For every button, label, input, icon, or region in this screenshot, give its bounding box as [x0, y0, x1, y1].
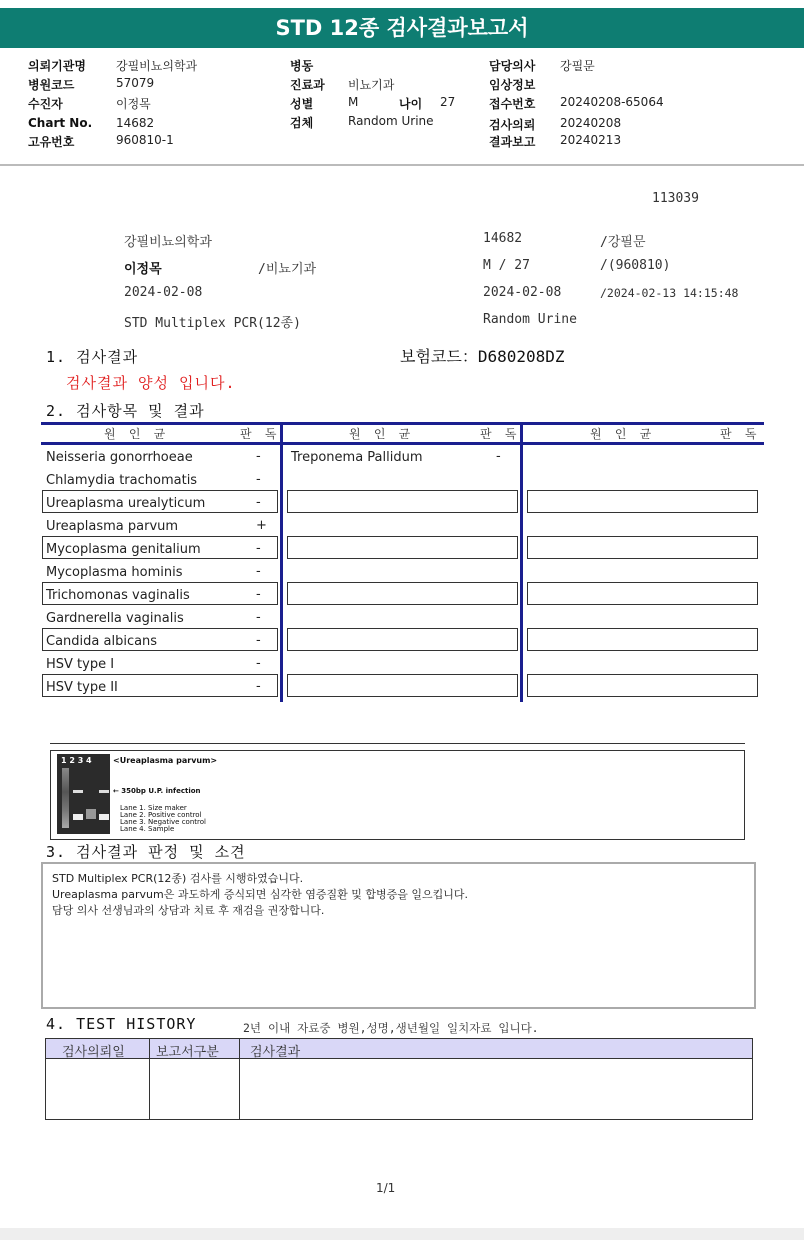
- result-row-box: [527, 582, 758, 605]
- gel-band: [86, 809, 96, 819]
- pathogen-result: +: [256, 518, 267, 533]
- header-label: 진료과: [290, 78, 325, 92]
- section1-title: 1. 검사결과: [46, 348, 139, 366]
- pathogen-name: Chlamydia trachomatis: [46, 473, 198, 488]
- column-header-result: 판 독: [480, 427, 520, 441]
- gel-band: [99, 814, 109, 820]
- header-value: 960810-1: [116, 133, 174, 147]
- report-title: STD 12종 검사결과보고서: [0, 8, 804, 48]
- age-label: 나이: [399, 97, 423, 111]
- pathogen-result: -: [256, 679, 261, 694]
- gel-band-label: ← 350bp U.P. infection: [113, 787, 201, 795]
- gel-legend-item: Lane 1. Size maker: [120, 804, 187, 812]
- pathogen-name: Trichomonas vaginalis: [46, 588, 190, 603]
- gel-band: [73, 814, 83, 820]
- column-header-pathogen: 원 인 균: [104, 427, 169, 441]
- header-label: 수진자: [28, 97, 63, 111]
- result-row-box: [287, 628, 518, 651]
- result-row-box: [287, 536, 518, 559]
- pathogen-name: Neisseria gonorrhoeae: [46, 450, 193, 465]
- column-divider: [280, 422, 283, 702]
- history-note: 2년 이내 자료중 병원,성명,생년월일 일치자료 입니다.: [243, 1021, 539, 1035]
- history-body: [45, 1058, 753, 1120]
- gel-electrophoresis-image: [57, 754, 110, 834]
- header-value: 57079: [116, 76, 155, 90]
- divider: [50, 743, 745, 744]
- info-doctor: /강필문: [600, 235, 646, 250]
- result-row-box: [287, 490, 518, 513]
- gel-title: <Ureaplasma parvum>: [113, 756, 218, 765]
- header-value: 이정목: [116, 97, 151, 111]
- info-patient: 이정목: [124, 262, 162, 277]
- column-header-pathogen: 원 인 균: [590, 427, 655, 441]
- header-label: 접수번호: [489, 97, 536, 111]
- gel-legend-item: Lane 4. Sample: [120, 825, 175, 833]
- insurance-code: 보험코드：D680208DZ: [400, 347, 565, 366]
- header-value: 비뇨기과: [348, 78, 395, 92]
- column-header-result: 판 독: [720, 427, 760, 441]
- pathogen-result: -: [256, 495, 261, 510]
- history-header: 검사결과: [250, 1045, 301, 1060]
- gel-legend-item: Lane 3. Negative control: [120, 818, 206, 826]
- pathogen-result: -: [256, 564, 261, 579]
- info-dept: /비뇨기과: [258, 262, 317, 277]
- table-header-border: [41, 442, 764, 445]
- info-hospital: 강필비뇨의학과: [124, 235, 212, 250]
- result-row-box: [527, 536, 758, 559]
- result-row-box: [287, 674, 518, 697]
- header-value: 14682: [116, 116, 155, 130]
- pathogen-result: -: [256, 656, 261, 671]
- info-birth: /(960810): [600, 258, 671, 273]
- header-label: 성별: [290, 97, 314, 111]
- opinion-line: STD Multiplex PCR(12종) 검사를 시행하였습니다.: [52, 872, 304, 885]
- header-label: 임상정보: [489, 78, 536, 92]
- gel-band: [99, 790, 109, 793]
- opinion-box: [41, 862, 756, 1009]
- history-header-row: [45, 1038, 753, 1059]
- header-label: 담당의사: [489, 59, 536, 73]
- header-label: 의뢰기관명: [28, 59, 86, 73]
- section3-title: 3. 검사결과 판정 및 소견: [46, 843, 246, 861]
- history-header: 검사의뢰일: [62, 1045, 125, 1060]
- pathogen-name: Gardnerella vaginalis: [46, 611, 184, 626]
- info-date: 2024-02-08: [124, 285, 203, 300]
- header-label: 고유번호: [28, 135, 75, 149]
- result-row-box: [527, 490, 758, 513]
- header-value: 강필문: [560, 59, 595, 73]
- header-value: 강필비뇨의학과: [116, 59, 198, 73]
- pathogen-name: Treponema Pallidum: [291, 450, 423, 465]
- header-label: 검사의뢰: [489, 118, 536, 132]
- header-label: Chart No.: [28, 116, 93, 130]
- divider: [0, 164, 804, 166]
- age-value: 27: [440, 95, 456, 109]
- column-header-pathogen: 원 인 균: [349, 427, 414, 441]
- pathogen-result: -: [256, 610, 261, 625]
- pathogen-result: -: [256, 587, 261, 602]
- pathogen-name: HSV type II: [46, 680, 118, 695]
- pathogen-result: -: [256, 633, 261, 648]
- gel-lane-ladder: [62, 768, 69, 828]
- pathogen-result: -: [256, 472, 261, 487]
- gel-legend-item: Lane 2. Positive control: [120, 811, 202, 819]
- pathogen-name: Ureaplasma parvum: [46, 519, 179, 534]
- header-label: 검체: [290, 116, 314, 130]
- info-chart: 14682: [483, 231, 523, 246]
- header-value: M: [348, 95, 359, 109]
- header-label: 병동: [290, 59, 314, 73]
- pathogen-result: -: [496, 449, 501, 464]
- column-divider: [520, 422, 523, 702]
- header-label: 병원코드: [28, 78, 75, 92]
- info-specimen: Random Urine: [483, 312, 577, 327]
- gel-band: [73, 790, 83, 793]
- page-number: 1/1: [376, 1181, 396, 1195]
- opinion-text: [52, 871, 468, 919]
- pathogen-name: Mycoplasma genitalium: [46, 542, 201, 557]
- report-number: 113039: [652, 191, 699, 206]
- header-value: 20240213: [560, 133, 622, 147]
- info-sex-age: M / 27: [483, 258, 530, 273]
- pathogen-name: Ureaplasma urealyticum: [46, 496, 206, 511]
- header-label: 결과보고: [489, 135, 536, 149]
- column-header-result: 판 독: [240, 427, 280, 441]
- column-divider: [239, 1038, 240, 1120]
- section2-title: 2. 검사항목 및 결과: [46, 402, 205, 420]
- column-divider: [149, 1038, 150, 1120]
- info-date: 2024-02-08: [483, 285, 562, 300]
- info-test: STD Multiplex PCR(12종): [124, 316, 301, 331]
- pathogen-result: -: [256, 541, 261, 556]
- page-bottom-bar: [0, 1228, 804, 1240]
- opinion-line: 담당 의사 선생님과의 상담과 치료 후 재검을 권장합니다.: [52, 904, 325, 917]
- header-value: 20240208: [560, 116, 622, 130]
- history-header: 보고서구분: [156, 1045, 219, 1060]
- section4-title: 4. TEST HISTORY: [46, 1015, 197, 1033]
- pathogen-name: HSV type I: [46, 657, 115, 672]
- result-summary: 검사결과 양성 입니다.: [66, 374, 236, 392]
- opinion-line: Ureaplasma parvum은 과도하게 증식되면 심각한 염증질환 및 합병증을 일으킵니다.: [52, 888, 468, 901]
- pathogen-result: -: [256, 449, 261, 464]
- result-row-box: [527, 674, 758, 697]
- result-row-box: [527, 628, 758, 651]
- header-value: Random Urine: [348, 114, 434, 128]
- info-report-datetime: /2024-02-13 14:15:48: [600, 286, 739, 300]
- pathogen-name: Mycoplasma hominis: [46, 565, 183, 580]
- gel-lane-numbers: 1 2 3 4: [61, 756, 92, 765]
- pathogen-name: Candida albicans: [46, 634, 158, 649]
- header-value: 20240208-65064: [560, 95, 664, 109]
- result-row-box: [287, 582, 518, 605]
